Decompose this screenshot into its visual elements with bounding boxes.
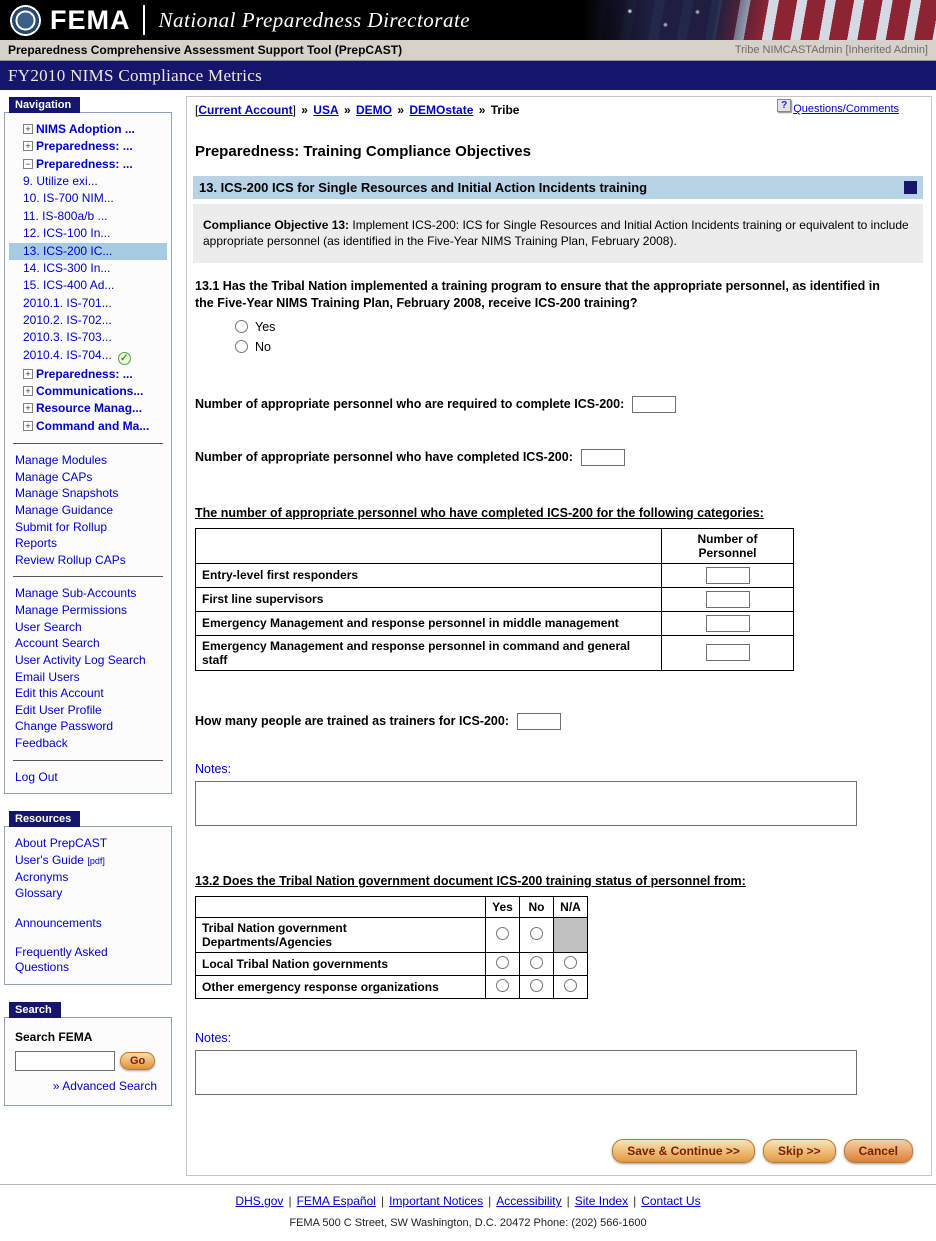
categories-table-col-header: Number of Personnel: [662, 528, 794, 563]
na-radio[interactable]: [564, 956, 577, 969]
sidebar-tree-item[interactable]: [9, 156, 167, 173]
no-radio[interactable]: [530, 956, 543, 969]
complete-check-icon: ✓: [118, 352, 131, 365]
doc-table-empty-header: [196, 896, 486, 917]
content-heading: Preparedness: Training Compliance Objectives: [195, 142, 531, 160]
sidebar-tree-item[interactable]: [9, 383, 167, 400]
sidebar-tree-item[interactable]: [9, 121, 167, 138]
tree-item-label: 12. ICS-100 In...: [23, 226, 111, 241]
tree-item-label: Resource Manag...: [36, 401, 143, 416]
table-row: [196, 635, 794, 670]
notes-label-1: Notes:: [195, 761, 232, 776]
na-radio[interactable]: [564, 979, 577, 992]
expand-plus-icon[interactable]: +: [23, 421, 33, 431]
breadcrumb-current: Tribe: [490, 103, 520, 117]
sidebar-tree-item[interactable]: [9, 225, 167, 242]
sidebar-tree-item[interactable]: [9, 295, 167, 312]
search-section-title: Search: [9, 1002, 61, 1018]
na-disabled-cell: [554, 917, 588, 952]
sidebar-link[interactable]: Manage Guidance: [15, 502, 114, 517]
sidebar-resource-link[interactable]: User's Guide [pdf]: [15, 852, 105, 867]
expand-plus-icon[interactable]: +: [23, 403, 33, 413]
trainers-field: [195, 713, 923, 730]
sidebar-link[interactable]: Manage CAPs: [15, 469, 93, 484]
sidebar-tree-item[interactable]: [9, 260, 167, 277]
doc-row-label: Local Tribal Nation governments: [196, 952, 486, 975]
tree-item-label: Preparedness: ...: [36, 156, 133, 171]
sidebar-resource-link[interactable]: About PrepCAST: [15, 836, 108, 851]
category-label: First line supervisors: [196, 587, 662, 611]
sidebar-tree-item[interactable]: [9, 366, 167, 383]
table-row: [196, 917, 588, 952]
category-label: Emergency Management and response personnel in command and general staff: [196, 635, 662, 670]
table-row: [196, 975, 588, 998]
categories-table: [195, 528, 794, 671]
footer-separator: |: [566, 1193, 570, 1208]
personnel-count-input[interactable]: [706, 591, 750, 608]
tree-item-label: Communications...: [36, 384, 144, 399]
sidebar-link[interactable]: Reports: [15, 536, 58, 551]
notes-textarea-1[interactable]: [195, 781, 857, 826]
sidebar-tree-item[interactable]: [9, 329, 167, 346]
tree-item-label: 10. IS-700 NIM...: [23, 191, 114, 206]
question-13-1-text: 13.1 Has the Tribal Nation implemented a training program to ensure that the appropriate personnel, as identified in the Five-Year NIMS Training Plan, February 2008, receive ICS-200 training?: [195, 279, 880, 311]
yes-radio[interactable]: [496, 979, 509, 992]
breadcrumb-link[interactable]: USA: [313, 103, 339, 117]
section-collapse-icon[interactable]: [904, 181, 917, 194]
sidebar-link[interactable]: Manage Snapshots: [15, 486, 119, 501]
breadcrumb-separator: »: [301, 103, 308, 117]
completed-personnel-input[interactable]: [581, 449, 625, 466]
sidebar-tree-item[interactable]: [9, 347, 167, 366]
fema-brand: FEMA: [50, 4, 131, 35]
question-13-1-options: [235, 320, 923, 354]
sidebar-link[interactable]: Submit for Rollup: [15, 519, 108, 534]
table-row: [196, 611, 794, 635]
categories-table-title: The number of appropriate personnel who have completed ICS-200 for the following categories:: [195, 505, 764, 520]
sidebar-tree-item[interactable]: [9, 277, 167, 294]
personnel-count-input[interactable]: [706, 567, 750, 584]
header-divider: [143, 5, 145, 35]
no-radio[interactable]: [530, 979, 543, 992]
table-row: [196, 563, 794, 587]
tree-item-label: 2010.1. IS-701...: [23, 295, 112, 310]
completed-personnel-label: Number of appropriate personnel who have completed ICS-200:: [195, 450, 573, 465]
no-radio[interactable]: [530, 927, 543, 940]
action-buttons: [193, 1139, 923, 1163]
tree-item-label: Command and Ma...: [36, 418, 150, 433]
directorate-title: National Preparedness Directorate: [158, 7, 471, 32]
sidebar-tree-item[interactable]: [9, 208, 167, 225]
required-personnel-input[interactable]: [632, 396, 676, 413]
footer-separator: |: [633, 1193, 637, 1208]
section-13-title: 13. ICS-200 ICS for Single Resources and Initial Action Incidents training: [199, 179, 648, 195]
search-go-button[interactable]: Go: [120, 1052, 155, 1070]
notes-textarea-2[interactable]: [195, 1050, 857, 1095]
fema-seal-icon: [10, 5, 41, 36]
sidebar-resource-link[interactable]: Announcements: [15, 915, 102, 930]
collapse-minus-icon[interactable]: −: [23, 159, 33, 169]
q13-1-radio-yes[interactable]: [235, 320, 248, 333]
resources-section: [4, 810, 172, 984]
personnel-count-input[interactable]: [706, 644, 750, 661]
sidebar-links-group-2: [9, 585, 167, 751]
doc-row-label: Other emergency response organizations: [196, 975, 486, 998]
sidebar-link[interactable]: Manage Permissions: [15, 603, 128, 618]
footer-separator: |: [288, 1193, 292, 1208]
sidebar-link[interactable]: Change Password: [15, 719, 114, 734]
tree-item-label: 11. IS-800a/b ...: [23, 208, 108, 223]
page-title-bar: [0, 61, 936, 90]
footer-link[interactable]: Contact Us: [641, 1193, 701, 1208]
sidebar-tree-item[interactable]: [9, 418, 167, 435]
search-input[interactable]: [15, 1051, 115, 1071]
tree-item-label: Preparedness: ...: [36, 139, 133, 154]
footer-link[interactable]: DHS.gov: [235, 1193, 284, 1208]
resources-box: [4, 826, 172, 984]
documentation-table: [195, 896, 588, 999]
footer-separator: |: [380, 1193, 385, 1208]
expand-plus-icon[interactable]: +: [23, 386, 33, 396]
radio-label: Yes: [255, 319, 276, 334]
cancel-button[interactable]: Cancel: [844, 1139, 913, 1163]
footer-link[interactable]: Accessibility: [496, 1193, 562, 1208]
page-title: FY2010 NIMS Compliance Metrics: [8, 65, 263, 85]
sidebar-link[interactable]: Feedback: [15, 736, 68, 751]
footer-link[interactable]: FEMA Español: [296, 1193, 376, 1208]
breadcrumb-separator: »: [478, 103, 486, 117]
breadcrumb-current-account[interactable]: Current Account: [198, 103, 293, 117]
questions-comments-link[interactable]: [777, 100, 899, 116]
sidebar-tree-item[interactable]: [9, 190, 167, 207]
category-label: Entry-level first responders: [196, 563, 662, 587]
compliance-objective-label: Compliance Objective 13:: [203, 217, 350, 232]
flag-image: [580, 0, 936, 40]
sidebar-link[interactable]: User Activity Log Search: [15, 652, 146, 667]
required-personnel-field: [195, 396, 923, 413]
resources-section-title: Resources: [9, 811, 80, 827]
tree-item-label: 2010.2. IS-702...: [23, 312, 112, 327]
top-header: [0, 0, 936, 40]
sidebar-resource-link[interactable]: Frequently Asked Questions: [15, 945, 108, 975]
yes-radio[interactable]: [496, 956, 509, 969]
sidebar-links-group-1: [9, 452, 167, 568]
sidebar-item-logout[interactable]: Log Out: [15, 769, 58, 784]
main-content: [186, 96, 932, 1176]
breadcrumb-link[interactable]: DEMO: [356, 103, 392, 117]
sidebar-resource-link[interactable]: Acronyms: [15, 869, 69, 884]
doc-table-header-yes: Yes: [486, 896, 520, 917]
breadcrumb: [Current Account] » USA » DEMO » DEMOstate » Tribe: [195, 103, 520, 117]
expand-plus-icon[interactable]: +: [23, 124, 33, 134]
sidebar-tree-item[interactable]: [9, 312, 167, 329]
q13-1-radio-no[interactable]: [235, 340, 248, 353]
expand-plus-icon[interactable]: +: [23, 141, 33, 151]
navigation-section-title: Navigation: [9, 97, 80, 113]
sidebar-tree-item[interactable]: [9, 243, 167, 260]
page-footer: [0, 1184, 936, 1241]
tree-item-label: 2010.4. IS-704...: [23, 347, 112, 362]
sidebar-link[interactable]: Email Users: [15, 669, 80, 684]
sidebar-link[interactable]: Edit this Account: [15, 686, 104, 701]
breadcrumb-link[interactable]: DEMOstate: [409, 103, 474, 117]
sidebar-link[interactable]: Edit User Profile: [15, 702, 102, 717]
notes-label-2: Notes:: [195, 1030, 232, 1045]
search-box: [4, 1017, 172, 1106]
q13-1-option-row: [235, 340, 923, 354]
sidebar: [4, 96, 172, 1122]
footer-separator: |: [488, 1193, 492, 1208]
sidebar-link[interactable]: Review Rollup CAPs: [15, 552, 126, 567]
section-13-header: [193, 176, 923, 199]
tree-item-label: Preparedness: ...: [36, 366, 133, 381]
app-bar: [0, 40, 936, 61]
advanced-search-link[interactable]: » Advanced Search: [52, 1078, 157, 1093]
sidebar-link[interactable]: Manage Sub-Accounts: [15, 586, 137, 601]
table-row: [196, 952, 588, 975]
save-continue-button[interactable]: Save & Continue >>: [612, 1139, 755, 1163]
tree-item-label: NIMS Adoption ...: [36, 122, 135, 136]
skip-button[interactable]: Skip >>: [763, 1139, 836, 1163]
sidebar-tree-item[interactable]: [9, 173, 167, 190]
tree-item-label: 9. Utilize exi...: [23, 174, 98, 189]
tree-item-label: 15. ICS-400 Ad...: [23, 278, 115, 293]
doc-table-header-no: No: [520, 896, 554, 917]
categories-table-empty-header: [196, 528, 662, 563]
navigation-box: [4, 112, 172, 794]
sidebar-tree-item[interactable]: [9, 138, 167, 155]
radio-label: No: [255, 339, 271, 354]
tree-item-label: 2010.3. IS-703...: [23, 330, 112, 345]
doc-row-label: Tribal Nation government Departments/Agencies: [196, 917, 486, 952]
expand-plus-icon[interactable]: +: [23, 369, 33, 379]
trainers-label: How many people are trained as trainers for ICS-200:: [195, 714, 509, 729]
search-section: [4, 1001, 172, 1106]
sidebar-divider: [13, 576, 163, 577]
tree-item-label: 14. ICS-300 In...: [23, 260, 111, 275]
footer-links: [0, 1194, 936, 1208]
pdf-tag: [pdf]: [87, 855, 105, 866]
personnel-count-input[interactable]: [706, 615, 750, 632]
sidebar-link[interactable]: Account Search: [15, 636, 100, 651]
footer-link[interactable]: Important Notices: [389, 1193, 484, 1208]
sidebar-link[interactable]: Manage Modules: [15, 453, 108, 468]
tree-item-label: 13. ICS-200 IC...: [23, 243, 113, 258]
search-heading: Search FEMA: [15, 1029, 93, 1044]
breadcrumb-separator: »: [343, 103, 351, 117]
required-personnel-label: Number of appropriate personnel who are required to complete ICS-200:: [195, 397, 625, 412]
compliance-objective-text: Implement ICS-200: ICS for Single Resources and Initial Action Incidents training or equivalent to include appropriate personnel (as identified in the Five-Year NIMS Training Plan, February 2008).: [203, 217, 909, 249]
category-label: Emergency Management and response personnel in middle management: [196, 611, 662, 635]
question-13-2-title: 13.2 Does the Tribal Nation government document ICS-200 training status of personnel from:: [195, 873, 746, 888]
sidebar-link[interactable]: User Search: [15, 619, 82, 634]
breadcrumb-separator: »: [397, 103, 405, 117]
sidebar-tree-item[interactable]: [9, 400, 167, 417]
help-icon: ?: [777, 99, 791, 112]
yes-radio[interactable]: [496, 927, 509, 940]
table-row: [196, 587, 794, 611]
navigation-tree: [9, 121, 167, 435]
sidebar-resource-link[interactable]: Glossary: [15, 886, 63, 901]
app-title: Preparedness Comprehensive Assessment Support Tool (PrepCAST): [8, 43, 403, 57]
sidebar-divider: [13, 760, 163, 761]
q13-1-option-row: [235, 320, 923, 334]
footer-address: FEMA 500 C Street, SW Washington, D.C. 20472 Phone: (202) 566-1600: [289, 1216, 647, 1229]
doc-table-header-na: N/A: [554, 896, 588, 917]
logged-in-user: Tribe NIMCASTAdmin [Inherited Admin]: [734, 44, 928, 56]
sidebar-divider: [13, 443, 163, 444]
questions-comments-label: Questions/Comments: [793, 103, 899, 115]
footer-link[interactable]: Site Index: [574, 1193, 629, 1208]
navigation-section: [4, 96, 172, 794]
completed-personnel-field: [195, 449, 923, 466]
compliance-objective-box: [193, 204, 923, 264]
trainers-input[interactable]: [517, 713, 561, 730]
